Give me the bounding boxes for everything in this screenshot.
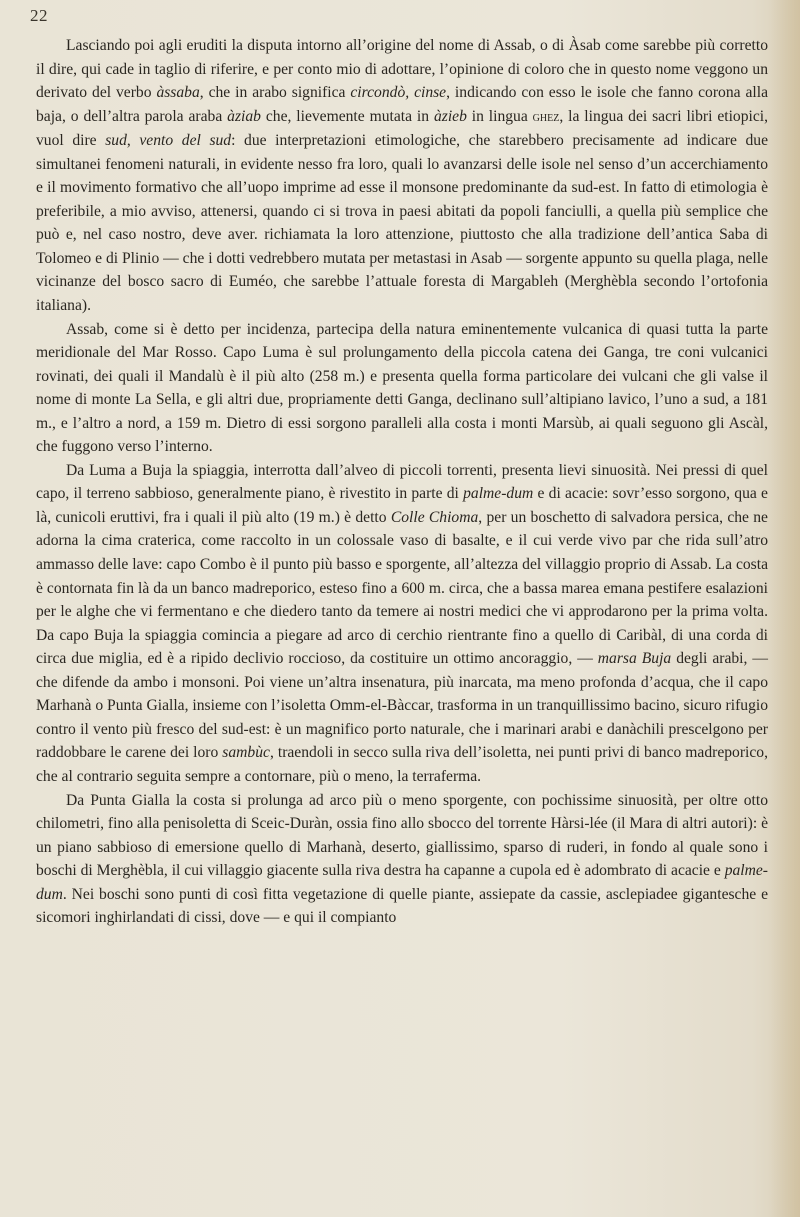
italic-term: Colle Chioma [390, 508, 479, 526]
text-run: : due interpretazioni etimologiche, che starebbero precisamente ad indicare due simultanei fenomeni naturali, in evidente nesso fra loro, quali lo avanzarsi delle isole nel senso d’un accerchiamento e il movimento formativo che all’uopo imprime ad esse il monsone predominante da sud-est. In fatto di etimologia è preferibile, a mio avviso, attenersi, quando ci si trova in paesi abitati da popoli fanciulli, a quella più semplice che può e, nel caso nostro, deve aver. richiamata la loro attenzione, piuttosto che alla tradizione dell’antica Saba di Tolomeo e di Plinio — che i dotti vedrebbero mutata per metastasi in Asab — sorgente appunto su quella plaga, nelle vicinanze del bosco sacro di Euméo, che sarebbe l’attuale foresta di Margableh (Merghèbla secondo l’ortofonia italiana). [36, 132, 769, 315]
page-number: 22 [30, 6, 48, 25]
text-run: Da Luma a Buja la spiaggia, interrotta dall’alveo di piccoli torrenti, presenta lievi sinuosità. Nei pressi di quel capo, il terreno sabbioso, generalmente piano, è rivestito in parte di [36, 461, 768, 503]
text-run: . Nei boschi sono punti di così fitta vegetazione di quelle piante, assiepate da cassie, asclepiadee gigantesche e sicomori inghirlandati di cissi, dove — e qui il compianto [36, 885, 768, 927]
italic-term: sud [105, 132, 127, 150]
body-text [36, 34, 768, 930]
italic-term: marsa Buja [597, 650, 672, 668]
text-run: , per un boschetto di salvadora persica, che ne adorna la cima craterica, come raccolto in un colossale vaso di basalte, e il cui verde vivo par che rida sull’atro ammasso delle lave: capo Combo è il punto più basso e sporgente, all’altezza del villaggio proprio di Assab. La costa è contornata fin là da un banco madreporico, esteso fino a 600 m. circa, che a bassa marea emana pestifere esalazioni per le alghe che vi fermentano e che diedero tanto da temere ai nostri medici che vi approdarono per la prima volta. Da capo Buja la spiaggia comincia a piegare ad arco di cerchio rientrante fino a quello di Caribàl, di una corda di circa due miglia, ed è a ripido declivio roccioso, da costituire un ottimo ancoraggio, — [36, 508, 768, 668]
text-run: , che in arabo significa [199, 84, 351, 102]
text-run: Da Punta Gialla la costa si prolunga ad arco più o meno sporgente, con pochissime sinuosità, per oltre otto chilometri, fino alla penisoletta di Sceic-Duràn, ossia fino allo sbocco del torrente Hàrsi-lée (il Mara di altri autori): è un piano sabbioso di emersione quello di Marhanà, deserto, giallissimo, sparso di ruderi, in fondo al quale sono i boschi di Merghèbla, il cui villaggio giacente sulla riva destra ha capanne a cupola ed è adombrato di acacie e [36, 791, 768, 880]
text-run: , la lingua dei sacri libri etiopici, vuol dire [36, 107, 768, 150]
text-run: , traendoli in secco sulla riva dell’isoletta, nei punti privi di banco madreporico, che al contrario seguita sempre a contornare, più o meno, la terraferma. [36, 744, 768, 785]
text-run: in lingua [466, 107, 533, 125]
italic-term: sambùc [222, 744, 270, 762]
text-run: , [126, 132, 140, 150]
text-run: e di acacie: sovr’esso sorgono, qua e là, cunicoli eruttivi, fra i quali il più alto (19 m.) è detto [36, 485, 768, 526]
paragraph [36, 34, 768, 318]
small-caps-term: ghez [532, 108, 560, 125]
italic-term: circondò, cinse [350, 84, 447, 102]
text-run: , indicando con esso le isole che fanno corona alla baja, o dell’altra parola araba [36, 84, 768, 125]
italic-term: vento del sud [139, 132, 232, 150]
paragraph [36, 318, 768, 459]
paragraph [36, 789, 768, 930]
italic-term: àssaba [156, 84, 200, 102]
text-run: che, lievemente mutata in [260, 107, 434, 125]
text-run: Assab, come si è detto per incidenza, partecipa della natura eminentemente vulcanica di quasi tutta la parte meridionale del Mar Rosso. Capo Luma è sul prolungamento della piccola catena dei Ganga, tre coni vulcanici rovinati, dei quali il Mandalù è il più alto (258 m.) e presenta quella forma particolare dei vulcani che gli valse il nome di monte La Sella, e gli altri due, propriamente detti Ganga, declinano sull’altipiano lavico, l’uno a sud, a 181 m., e l’altro a nord, a 159 m. Dietro di essi sorgono paralleli alla costa i monti Marsùb, ai quali seguono gli Ascàl, che fuggono verso l’interno. [36, 320, 768, 456]
text-run: Lasciando poi agli eruditi la disputa intorno all’origine del nome di Assab, o di Àsab come sarebbe più corretto il dire, qui cade in taglio di riferire, e per conto mio di adottare, l’opinione di coloro che in questo nome veggono un derivato del verbo [36, 37, 768, 102]
italic-term: palme-dum [36, 862, 768, 903]
page-edge-shadow [770, 0, 800, 1217]
text-run: degli arabi, — che difende da ambo i monsoni. Poi viene un’altra insenatura, più inarcata, ma meno profonda d’acqua, che il capo Marhanà o Punta Gialla, insieme con l’isoletta Omm-el-Bàccar, trasforma in un tranquillissimo bacino, sicuro rifugio contro il vento più fresco del sud-est: è un magnifico porto naturale, che i marinari arabi e danàchili prescelgono per raddobbare le carene dei loro [36, 650, 768, 762]
italic-term: palme-dum [463, 485, 534, 503]
italic-term: àzieb [433, 107, 467, 125]
italic-term: àziab [227, 107, 261, 125]
paragraph [36, 459, 768, 789]
